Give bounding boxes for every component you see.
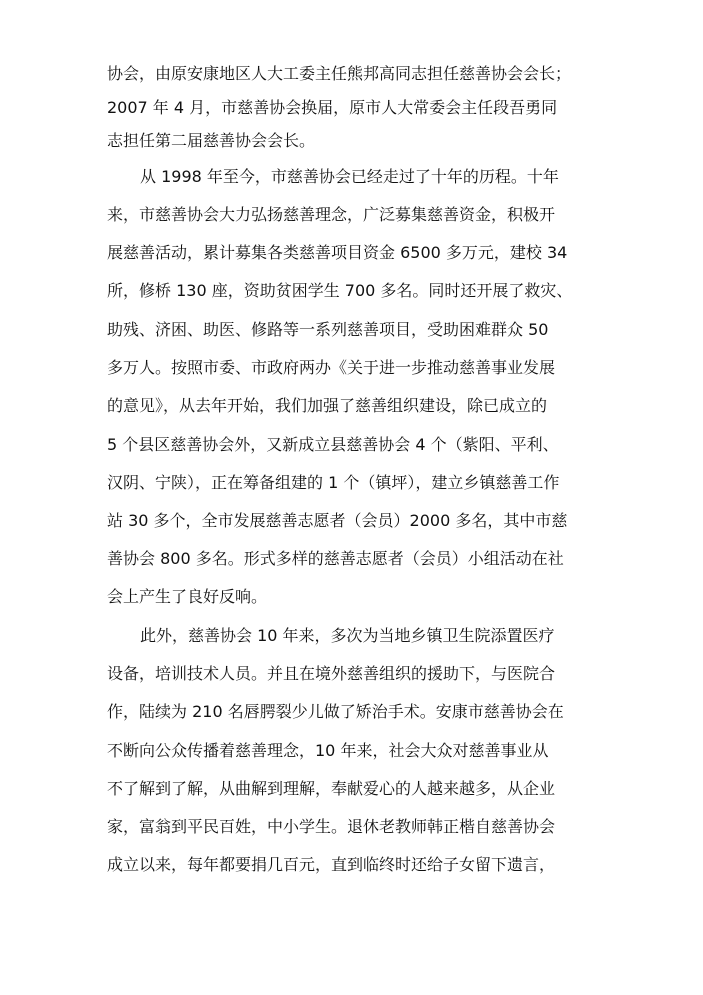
text-line: 不了解到了解，从曲解到理解，奉献爱心的人越来越多，从企业 — [107, 779, 556, 798]
text-line: 家，富翁到平民百姓，中小学生。退休老教师韩正楷自慈善协会 — [107, 817, 556, 836]
text-line: 此外，慈善协会 10 年来，多次为当地乡镇卫生院添置医疗 — [140, 626, 555, 645]
text-line: 成立以来，每年都要捐几百元，直到临终时还给子女留下遗言， — [107, 855, 556, 874]
text-line: 5 个县区慈善协会外，又新成立县慈善协会 4 个（紫阳、平利、 — [107, 435, 559, 454]
text-line: 所，修桥 130 座，资助贫困学生 700 多名。同时还开展了救灾、 — [107, 281, 573, 300]
text-line: 的意见》，从去年开始，我们加强了慈善组织建设，除已成立的 — [107, 396, 548, 415]
text-line: 设备，培训技术人员。并且在境外慈善组织的援助下，与医院合 — [107, 664, 556, 683]
text-line: 会上产生了良好反响。 — [107, 587, 268, 606]
text-line: 从 1998 年至今，市慈善协会已经走过了十年的历程。十年 — [140, 167, 559, 186]
text-line: 助残、济困、助医、修路等一系列慈善项目，受助困难群众 50 — [107, 320, 549, 339]
text-line: 协会，由原安康地区人大工委主任熊邦高同志担任慈善协会会长； — [107, 64, 572, 83]
text-line: 站 30 多个，全市发展慈善志愿者（会员）2000 多名，其中市慈 — [107, 511, 568, 530]
text-line: 多万人。按照市委、市政府两办《关于进一步推动慈善事业发展 — [107, 358, 556, 377]
text-line: 作，陆续为 210 名唇腭裂少儿做了矫治手术。安康市慈善协会在 — [107, 702, 564, 721]
text-line: 展慈善活动，累计募集各类慈善项目资金 6500 多万元，建校 34 — [107, 243, 568, 262]
text-line: 善协会 800 多名。形式多样的慈善志愿者（会员）小组活动在社 — [107, 549, 564, 568]
text-line: 不断向公众传播着慈善理念，10 年来，社会大众对慈善事业从 — [107, 741, 549, 760]
text-line: 志担任第二届慈善协会会长。 — [107, 131, 316, 150]
text-line: 来，市慈善协会大力弘扬慈善理念，广泛募集慈善资金，积极开 — [107, 205, 556, 224]
text-line: 汉阴、宁陕），正在筹备组建的 1 个（镇坪），建立乡镇慈善工作 — [107, 473, 560, 492]
text-line: 2007 年 4 月，市慈善协会换届，原市人大常委会主任段吾勇同 — [107, 98, 558, 117]
